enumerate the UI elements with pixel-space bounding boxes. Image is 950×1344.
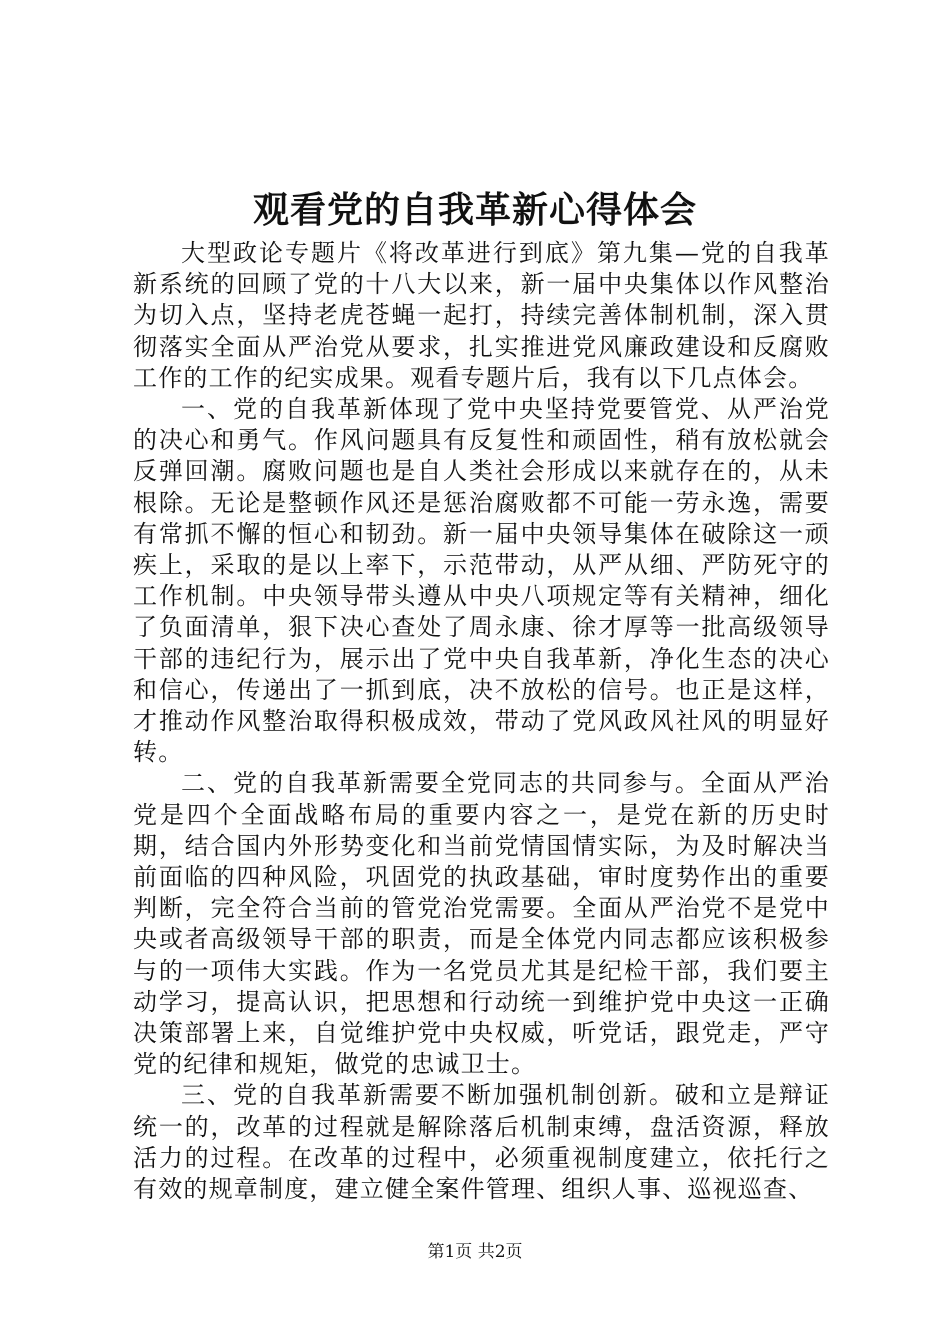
page-number-footer: 第1页 共2页 [427,1242,523,1262]
paragraph-point-two: 二、党的自我革新需要全党同志的共同参与。全面从严治党是四个全面战略布局的重要内容之一，是党在新的历史时期，结合国内外形势变化和当前党情国情实际，为及时解决当前面临的四种风险，巩固党的执政基础，审时度势作出的重要判断，完全符合当前的管党治党需要。全面从严治党不是党中央或者高级领导干部的职责，而是全体党内同志都应该积极参与的一项伟大实践。作为一名党员尤其是纪检干部，我们要主动学习，提高认识，把思想和行动统一到维护党中央这一正确决策部署上来，自觉维护党中央权威，听党话，跟党走，严守党的纪律和规矩，做党的忠诚卫士。 [133,769,830,1079]
paragraph-intro: 大型政论专题片《将改革进行到底》第九集—党的自我革新系统的回顾了党的十八大以来，新一届中央集体以作风整治为切入点，坚持老虎苍蝇一起打，持续完善体制机制，深入贯彻落实全面从严治党从要求，扎实推进党风廉政建设和反腐败工作的工作的纪实成果。观看专题片后，我有以下几点体会。 [133,239,830,392]
paragraph-point-one: 一、党的自我革新体现了党中央坚持党要管党、从严治党的决心和勇气。作风问题具有反复性和顽固性，稍有放松就会反弹回潮。腐败问题也是自人类社会形成以来就存在的，从未根除。无论是整顿作风还是惩治腐败都不可能一劳永逸，需要有常抓不懈的恒心和韧劲。新一届中央领导集体在破除这一顽疾上，采取的是以上率下，示范带动，从严从细、严防死守的工作机制。中央领导带头遵从中央八项规定等有关精神，细化了负面清单，狠下决心查处了周永康、徐才厚等一批高级领导干部的违纪行为，展示出了党中央自我革新，净化生态的决心和信心，传递出了一抓到底，决不放松的信号。也正是这样，才推动作风整治取得积极成效，带动了党风政风社风的明显好转。 [133,395,830,767]
document-body [133,238,830,1205]
document-title: 观看党的自我革新心得体会 [252,189,697,231]
paragraph-point-three: 三、党的自我革新需要不断加强机制创新。破和立是辩证统一的，改革的过程就是解除落后机制束缚，盘活资源，释放活力的过程。在改革的过程中，必须重视制度建立，依托行之有效的规章制度，建立健全案件管理、组织人事、巡视巡查、 [133,1081,830,1204]
